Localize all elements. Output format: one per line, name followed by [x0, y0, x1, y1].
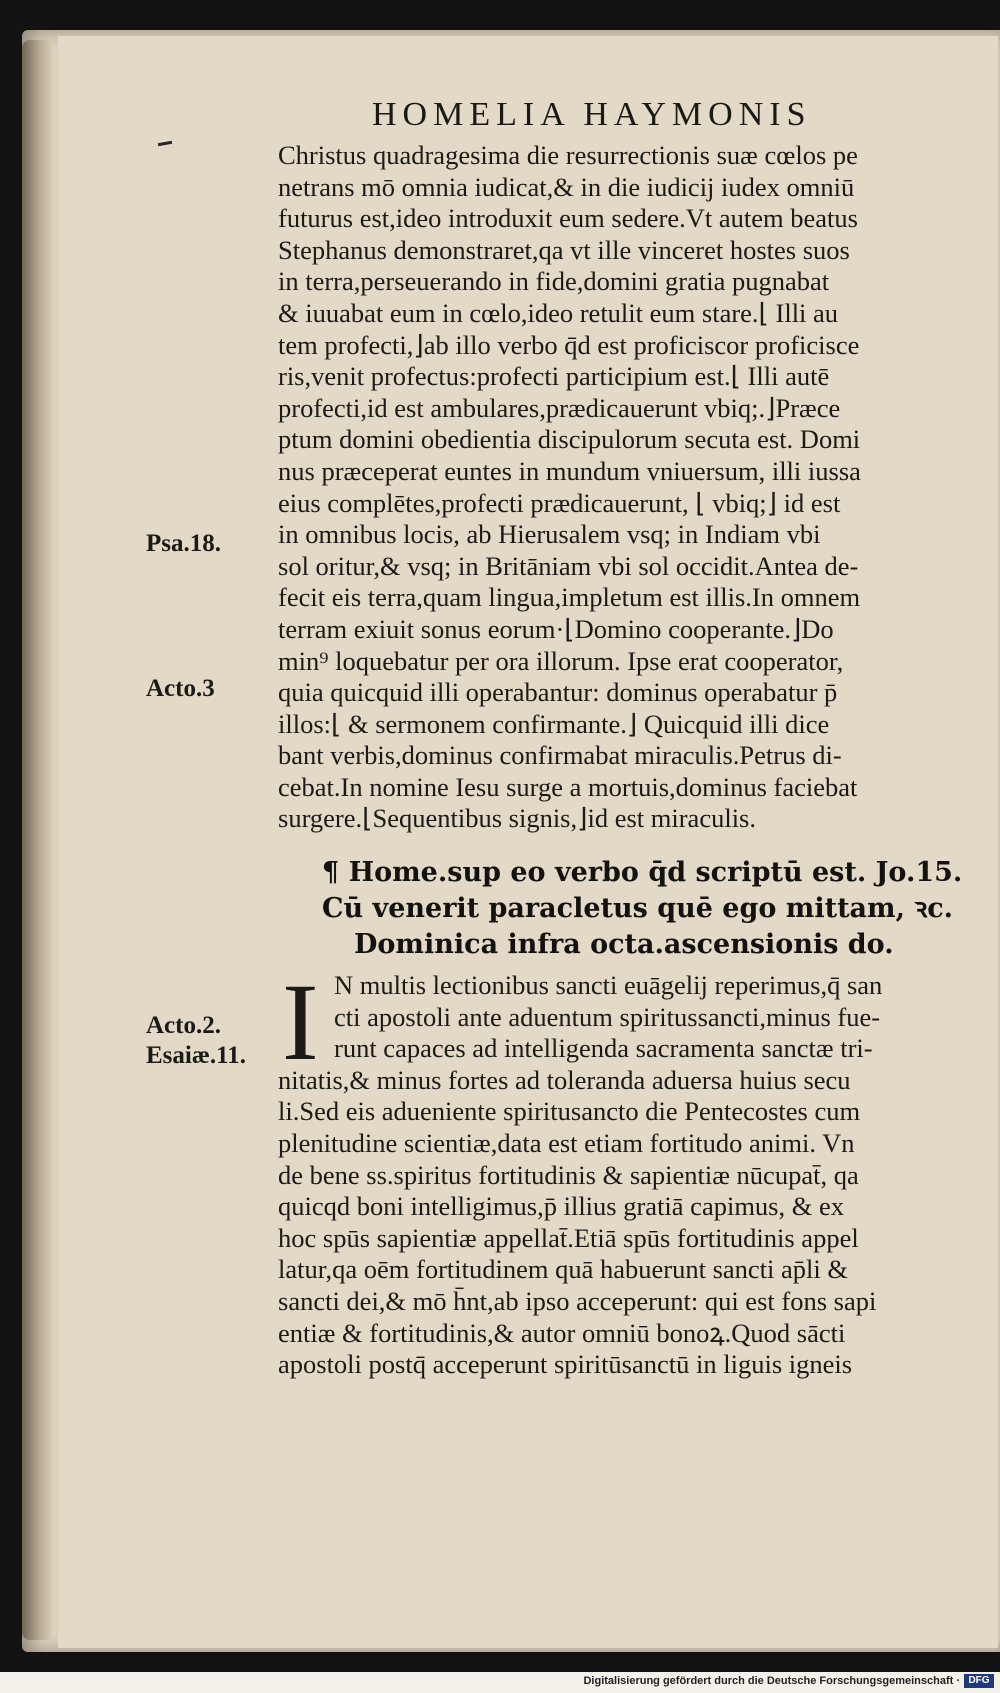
homily-body [278, 961, 984, 1381]
text-line: tem profecti,⌋ab illo verbo q̄d est proficiscor proficisce [278, 329, 860, 360]
body-line: runt capaces ad intelligenda sacramenta sanctæ tri- [334, 1033, 873, 1064]
text-line: quia quicquid illi operabantur: dominus operabatur p̄ [278, 677, 838, 708]
footer-bar [0, 1672, 1000, 1693]
body-line: sancti dei,& mō h̄nt,ab ipso acceperunt: qui est fons sapi [278, 1285, 877, 1316]
drop-cap: I [282, 961, 319, 1083]
margin-note-psalm: Psa.18. [146, 530, 221, 557]
funding-credit: Digitalisierung gefördert durch die Deutsche Forschungsgemeinschaft · [583, 1675, 960, 1687]
text-line: nus præceperat euntes in mundum vniuersum, illi iussa [278, 455, 861, 486]
text-line: in omnibus locis, ab Hierusalem vsq; in Indiam vbi [278, 519, 821, 550]
margin-note-acts-2: Acto.2. [146, 1012, 221, 1039]
dfg-logo: DFG [964, 1674, 994, 1688]
body-line: de bene ss.spiritus fortitudinis & sapientiæ nūcupat̄, qa [278, 1159, 859, 1190]
body-line: cti apostoli ante aduentum spiritussancti,minus fue- [334, 1001, 881, 1032]
margin-note-acts: Acto.3 [146, 675, 215, 702]
text-line: eius complētes,profecti prædicauerunt, ⌊ vbiq;⌋ id est [278, 487, 841, 518]
heading-line: Cū venerit paracletus quē ego mittam, ꝛc. [322, 893, 954, 924]
text-line: Christus quadragesima die resurrectionis suæ cœlos pe [278, 140, 858, 170]
body-line: li.Sed eis adueniente spiritusancto die Pentecostes cum [278, 1096, 861, 1127]
body-line: hoc spūs sapientiæ appellat̄.Etiā spūs fortitudinis appel [278, 1222, 859, 1253]
text-line: futurus est,ideo introduxit eum sedere.Vt autem beatus [278, 203, 858, 234]
text-line: sol oritur,& vsq; in Britāniam vbi sol occidit.Antea de- [278, 550, 859, 581]
text-line: netrans mō omnia iudicat,& in die iudicij iudex omniū [278, 171, 855, 202]
page-gutter [22, 40, 52, 1640]
body-line: nitatis,& minus fortes ad toleranda aduersa huius secu [278, 1064, 851, 1095]
heading-line: Dominica infra octa.ascensionis do. [354, 929, 894, 960]
body-line: plenitudine scientiæ,data est etiam fortitudo animi. Vn [278, 1127, 855, 1158]
body-line: entiæ & fortitudinis,& autor omniū bonoꝝ.Quod sācti [278, 1317, 846, 1348]
text-line: terram exiuit sonus eorum·⌊Domino cooperante.⌋Do [278, 613, 834, 644]
running-header: HOMELIA HAYMONIS [372, 96, 812, 133]
text-line: min⁹ loquebatur per ora illorum. Ipse erat cooperator, [278, 645, 844, 676]
main-text-block [278, 140, 984, 835]
text-line: Stephanus demonstraret,qa vt ille vinceret hostes suos [278, 234, 850, 265]
text-line: ris,venit profectus:profecti participium est.⌊ Illi autē [278, 361, 830, 392]
text-line: bant verbis,dominus confirmabat miraculis.Petrus di- [278, 740, 842, 771]
text-line: cebat.In nomine Iesu surge a mortuis,dominus faciebat [278, 771, 858, 802]
text-line: & iuuabat eum in cœlo,ideo retulit eum stare.⌊ Illi au [278, 297, 839, 328]
body-line: N multis lectionibus sancti euāgelij reperimus,q̄ san [334, 970, 883, 1000]
text-line: profecti,id est ambulares,prædicauerunt vbiq;.⌋Præce [278, 392, 841, 423]
text-line: illos:⌊ & sermonem confirmante.⌋ Quicquid illi dice [278, 708, 830, 739]
body-line: latur,qa oēm fortitudinem quā habuerunt sancti ap̄li & [278, 1254, 848, 1285]
homily-heading [322, 855, 992, 963]
text-line: in terra,perseuerando in fide,domini gratia pugnabat [278, 266, 830, 297]
text-line: surgere.⌊Sequentibus signis,⌋id est miraculis. [278, 803, 756, 834]
text-line: ptum domini obedientia discipulorum secuta est. Domi [278, 424, 861, 455]
heading-line: ¶ Home.sup eo verbo q̄d scriptū est. Jo.15. [322, 857, 963, 888]
body-line: apostoli postq̄ acceperunt spiritūsanctū in liguis igneis [278, 1349, 853, 1380]
body-line: quicqd boni intelligimus,p̄ illius gratiā capimus, & ex [278, 1191, 844, 1222]
margin-note-isaiah: Esaiæ.11. [146, 1042, 247, 1069]
text-line: fecit eis terra,quam lingua,impletum est illis.In omnem [278, 582, 861, 613]
